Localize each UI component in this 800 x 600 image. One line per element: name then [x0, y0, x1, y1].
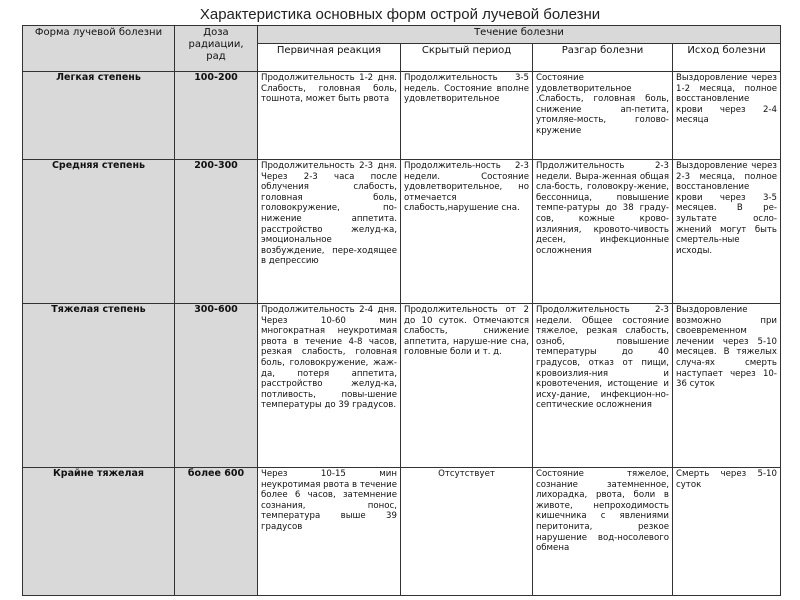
row-latent: Продолжительность 3-5 недель. Состояние вполне удовлетворительное: [401, 72, 533, 160]
row-peak: Состояние тяжелое, сознание затемненное, лихорадка, рвота, боли в животе, непроходимость кишечника с явлениями перитонита, резкое нарушение вод-носолевого обмена: [533, 468, 673, 596]
table-row: [23, 72, 781, 160]
row-form: Средняя степень: [23, 160, 175, 304]
row-outcome: Смерть через 5-10 суток: [673, 468, 781, 596]
row-latent: Отсутствует: [401, 468, 533, 596]
row-peak: Продолжительность 2-3 недели. Общее состояние тяжелое, резкая слабость, озноб, повышение температуры до 40 градусов, отказ от пищи, кровоизлия-ния и кровотечения, истощение и исху-дание, инфекцион-но-септические осложнения: [533, 304, 673, 468]
row-form: Крайне тяжелая: [23, 468, 175, 596]
row-peak: Прдолжительность 2-3 недели. Выра-женная общая сла-бость, головокру-жение, бессонница, повышение темпе-ратуры до 38 граду-сов, кожные крово-излияния, кровото-чивость десен, инфекционные осложнения: [533, 160, 673, 304]
header-form: Форма лучевой болезни: [23, 26, 175, 72]
row-dose: 200-300: [175, 160, 258, 304]
header-primary: Первичная реакция: [258, 43, 401, 71]
row-form: Легкая степень: [23, 72, 175, 160]
row-dose: 100-200: [175, 72, 258, 160]
header-course: Течение болезни: [258, 26, 781, 44]
row-dose: более 600: [175, 468, 258, 596]
disease-forms-table: [22, 25, 781, 596]
header-outcome: Исход болезни: [673, 43, 781, 71]
header-dose: Доза радиации, рад: [175, 26, 258, 72]
row-outcome: Выздоровление через 1-2 месяца, полное восстановление крови через 2-4 месяца: [673, 72, 781, 160]
header-peak: Разгар болезни: [533, 43, 673, 71]
row-primary: Продолжительность 2-3 дня. Через 2-3 часа после облучения слабость, головная боль, головокружение, по-нижение аппетита. расстройство желуд-ка, эмоциональное возбуждение, пере-ходящее в депрессию: [258, 160, 401, 304]
page-title: Характеристика основных форм острой лучевой болезни: [199, 6, 601, 23]
row-outcome: Выздоровление через 2-3 месяца, полное восстановление крови через 3-5 месяцев. В ре-зультате осло-жнений могут быть смертель-ные исходы.: [673, 160, 781, 304]
row-dose: 300-600: [175, 304, 258, 468]
row-primary: Продолжительность 2-4 дня. Через 10-60 мин многократная неукротимая рвота в течение 4-8 часов, резкая слабость, головная боль, головокружение, жаж-да, потеря аппетита, расстройство желуд-ка, потливость, повы-шение температуры до 39 градусов.: [258, 304, 401, 468]
table-row: [23, 160, 781, 304]
row-primary: Продолжительность 1-2 дня. Слабость, головная боль, тошнота, может быть рвота: [258, 72, 401, 160]
row-latent: Продолжительность от 2 до 10 суток. Отмечаются слабость, снижение аппетита, наруше-ние сна, головные боли и т. д.: [401, 304, 533, 468]
header-latent: Скрытый период: [401, 43, 533, 71]
table-row: [23, 304, 781, 468]
table-row: [23, 468, 781, 596]
row-outcome: Выздоровление возможно при своевременном лечении через 5-10 месяцев. В тяжелых случа-ях смерть наступает через 10-36 суток: [673, 304, 781, 468]
row-peak: Состояние удовлетворительное .Слабость, головная боль, снижение ап-петита, утомляе-мость, голово-кружение: [533, 72, 673, 160]
row-latent: Продолжитель-ность 2-3 недели. Состояние удовлетворительное, но отмечается слабость,нарушение сна.: [401, 160, 533, 304]
row-primary: Через 10-15 мин неукротимая рвота в течение более 6 часов, затемнение сознания, понос, температура выше 39 градусов: [258, 468, 401, 596]
row-form: Тяжелая степень: [23, 304, 175, 468]
